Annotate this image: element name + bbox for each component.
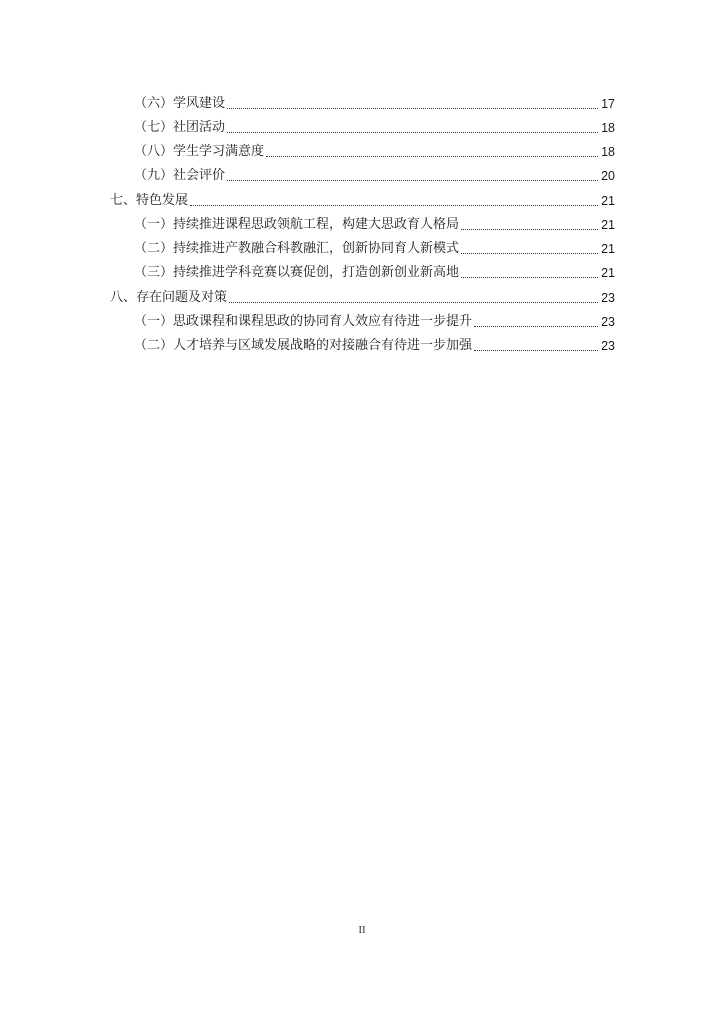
toc-entry-page: 17 (601, 97, 615, 111)
toc-entry[interactable] (134, 138, 615, 160)
toc-entry[interactable] (134, 162, 615, 184)
toc-entry-title: 七、特色发展 (110, 193, 189, 208)
toc-dot-leader (461, 228, 598, 230)
toc-entry-page: 23 (601, 315, 615, 329)
toc-entry-page: 21 (601, 242, 615, 256)
toc-dot-leader (227, 107, 598, 109)
toc-entry-title: （六）学风建设 (134, 96, 226, 111)
toc-entry-page: 21 (601, 266, 615, 280)
toc-entry-page: 18 (601, 145, 615, 159)
toc-entry[interactable] (134, 211, 615, 233)
toc-entry[interactable] (110, 187, 615, 209)
toc-entry[interactable] (134, 308, 615, 330)
toc-dot-leader (266, 155, 598, 157)
toc-entry-title: （七）社团活动 (134, 120, 226, 135)
toc-entry-page: 18 (601, 121, 615, 135)
toc-entry[interactable] (134, 332, 615, 354)
toc-entry[interactable] (134, 114, 615, 136)
toc-entry-title: （三）持续推进学科竞赛以赛促创，打造创新创业新高地 (134, 265, 460, 280)
toc-entry-title: （九）社会评价 (134, 168, 226, 183)
toc-dot-leader (227, 179, 598, 181)
toc-dot-leader (474, 325, 598, 327)
toc-entry-title: （二）人才培养与区域发展战略的对接融合有待进一步加强 (134, 338, 473, 353)
toc-entry-page: 21 (601, 194, 615, 208)
toc-entry-page: 21 (601, 218, 615, 232)
toc-entry-title: （一）思政课程和课程思政的协同育人效应有待进一步提升 (134, 314, 473, 329)
toc-entry-page: 23 (601, 339, 615, 353)
toc-entry-page: 23 (601, 291, 615, 305)
toc-entry[interactable] (110, 284, 615, 306)
toc-entry-page: 20 (601, 169, 615, 183)
toc-entry-title: （一）持续推进课程思政领航工程，构建大思政育人格局 (134, 217, 460, 232)
toc-dot-leader (461, 276, 598, 278)
toc-entry-title: （八）学生学习满意度 (134, 144, 265, 159)
toc-dot-leader (461, 252, 598, 254)
page-number: II (358, 924, 366, 936)
toc-entry[interactable] (134, 259, 615, 281)
toc-entry-title: （二）持续推进产教融合科教融汇，创新协同育人新模式 (134, 241, 460, 256)
toc-entry-title: 八、存在问题及对策 (110, 290, 228, 305)
toc-entry[interactable] (134, 235, 615, 257)
toc-entry[interactable] (134, 90, 615, 112)
toc-dot-leader (474, 349, 598, 351)
toc-dot-leader (229, 301, 598, 303)
toc-dot-leader (227, 131, 598, 133)
toc-dot-leader (190, 204, 598, 206)
